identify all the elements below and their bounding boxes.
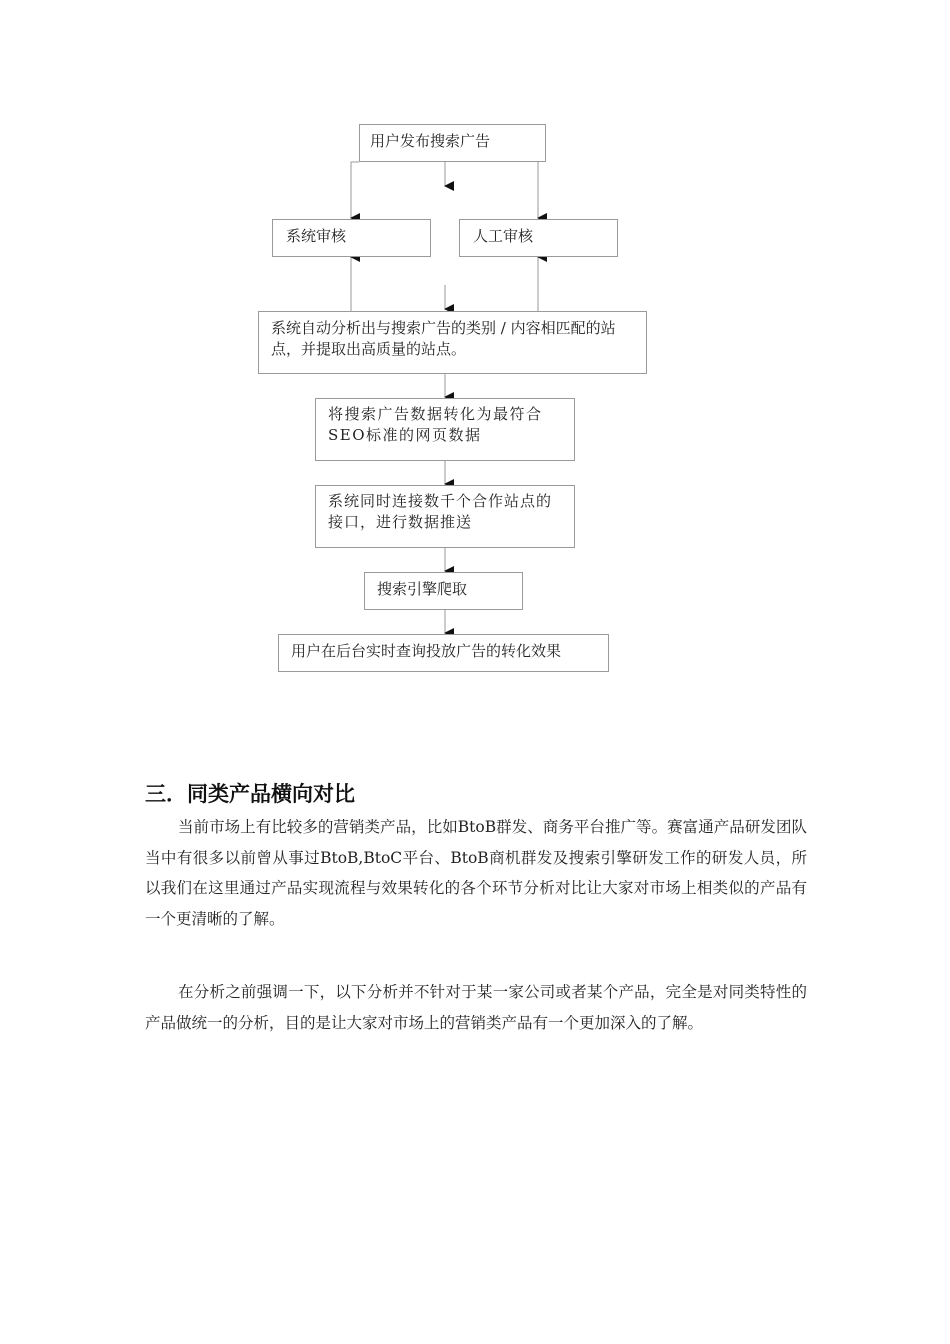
flow-step-system-review xyxy=(272,219,431,257)
flow-step-manual-review-label: 人工审核 xyxy=(473,227,534,245)
flow-step-analyze-label: 系统自动分析出与搜索广告的类别 / 内容相匹配的站点，并提取出高质量的站点。 xyxy=(271,319,616,358)
paragraph-1: 当前市场上有比较多的营销类产品，比如BtoB群发、商务平台推广等。赛富通产品研发团队当中有很多以前曾从事过BtoB,BtoC平台、BtoB商机群发及搜索引擎研发工作的研发人员，所以我们在这里通过产品实现流程与效果转化的各个环节分析对比让大家对市场上相类似的产品有一个更清晰的了解。 xyxy=(145,818,807,928)
flow-step-query-label: 用户在后台实时查询投放广告的转化效果 xyxy=(291,642,562,660)
flow-step-publish-label: 用户发布搜索广告 xyxy=(370,132,491,150)
flow-step-system-review-label: 系统审核 xyxy=(286,227,347,245)
flow-step-publish xyxy=(359,124,546,162)
flow-step-convert xyxy=(315,398,575,461)
flow-step-crawl-label: 搜索引擎爬取 xyxy=(377,580,468,598)
flow-step-manual-review xyxy=(459,219,618,257)
flow-step-convert-label: 将搜索广告数据转化为最符合SEO标准的网页数据 xyxy=(328,405,543,444)
flow-step-crawl xyxy=(364,572,523,610)
section-heading: 三．同类产品横向对比 xyxy=(145,782,355,806)
flow-step-push xyxy=(315,485,575,548)
flow-step-query xyxy=(278,634,609,672)
connector-publish-to-system xyxy=(351,162,359,218)
paragraph-2: 在分析之前强调一下，以下分析并不针对于某一家公司或者某个产品，完全是对同类特性的产品做统一的分析，目的是让大家对市场上的营销类产品有一个更加深入的了解。 xyxy=(145,983,807,1032)
flow-step-push-label: 系统同时连接数千个合作站点的接口，进行数据推送 xyxy=(328,492,553,531)
flow-step-analyze xyxy=(258,311,647,374)
